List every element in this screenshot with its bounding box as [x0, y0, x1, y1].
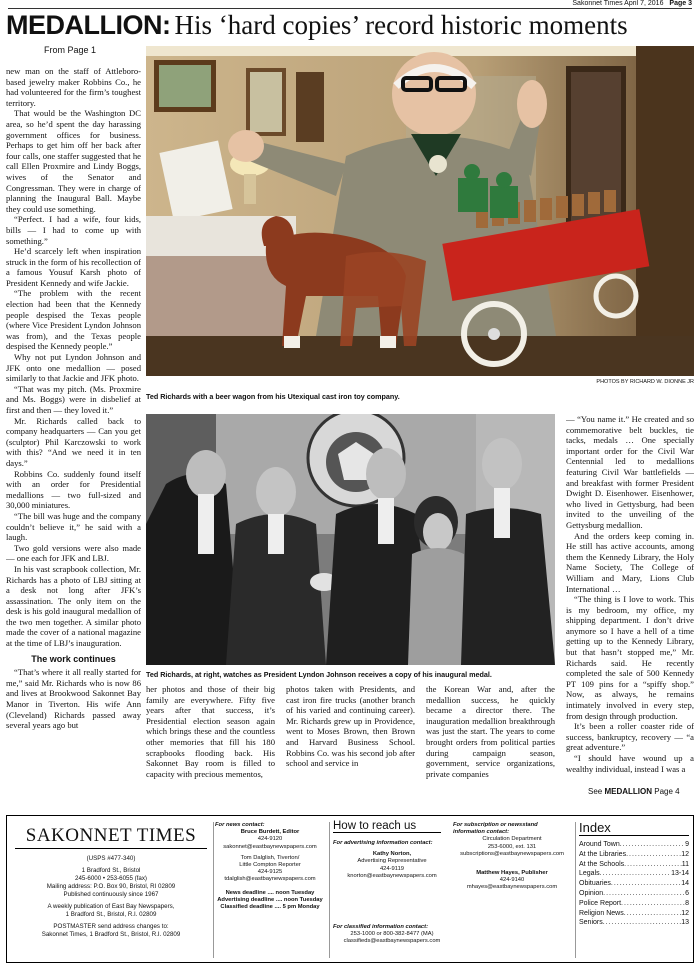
contact-line: Bruce Burdett, Editor — [240, 829, 300, 836]
article-paragraph: Mr. Richards called back to company headquarters — Can you get (sculptor) Phil Karczowski to work with this? “And we need it in ten days.” — [6, 415, 141, 468]
subhead: The work continues — [31, 653, 116, 664]
masthead — [15, 824, 207, 939]
article-paragraph: Why not put Lyndon Johnson and JFK onto one medallion — posed similarly to that Jackie and JFK photo. — [6, 352, 141, 384]
index-entry[interactable] — [579, 869, 689, 879]
index-entry[interactable] — [579, 860, 689, 870]
index-entry-name: Opinion — [579, 889, 604, 897]
index-entry[interactable] — [579, 909, 689, 919]
contact-line: Advertising Representative — [357, 858, 427, 865]
contact-line: knorton@eastbaynewspapers.com — [347, 872, 437, 879]
masthead-line: POSTMASTER send address changes to: — [53, 923, 169, 930]
article-column-1 — [6, 66, 141, 806]
index-entry-page: 14 — [681, 880, 689, 888]
jump-to-prefix: See — [588, 787, 605, 796]
index-entry-name: At the Schools — [579, 860, 625, 868]
index-entry-page: 12 — [681, 909, 689, 917]
index-leader-dots — [620, 840, 685, 850]
masthead-line: Sakonnet Times, 1 Bradford St., Bristol, R.I. 02809 — [41, 931, 181, 938]
contact-line: subscriptions@eastbaynewspapers.com — [460, 850, 564, 857]
article-paragraph: And the orders keep coming in. He still has active accounts, among them the Kennedy Library, the Holy Name Society, The College of William and Mary, Lions Club International … — [566, 530, 694, 594]
subscription-contact-label: For subscription or newsstand information contact: — [453, 822, 538, 836]
news-contact — [215, 822, 325, 911]
classified-contact-label: For classified information contact: — [333, 924, 429, 930]
article-paragraph: “The bill was huge and the company couldn’t believe it,” he said with a laugh. — [6, 510, 141, 543]
masthead-line: 1 Bradford St., Bristol — [81, 867, 141, 874]
column-4-text: the Korean War and, after the medallion success, he quickly became a director there. The inauguration medallion breakthrough was just the start. The years to come brought orders from political parties during campaign season, government, service organizations, private companies — [426, 684, 555, 779]
classified-contact — [333, 924, 451, 946]
contact-line: tdalglish@eastbaynewspapers.com — [224, 876, 316, 883]
article-paragraph: He’d scarcely left when inspiration struck in the form of his recollection of a famous Yousuf Karsh photo of President Kennedy and wife Jackie. — [6, 246, 141, 288]
index-entry-name: Obituaries — [579, 880, 611, 888]
index-leader-dots — [603, 918, 681, 928]
article-paragraph: Robbins Co. suddenly found itself with an order for Presidential medallions — two full-sized and 30,000 miniatures. — [6, 468, 141, 511]
index-entry-name: Around Town — [579, 841, 620, 848]
divider — [213, 822, 214, 958]
contact-line: 253-6000, ext. 131 — [487, 843, 537, 850]
jump-to[interactable] — [588, 787, 680, 796]
index-leader-dots — [626, 850, 681, 860]
jump-to-keyword: MEDALLION — [604, 787, 653, 796]
index-leader-dots — [603, 889, 685, 899]
masthead-line: 245-6000 • 253-6055 (fax) — [75, 875, 147, 882]
divider — [329, 822, 330, 958]
masthead-line: (USPS #477-340) — [86, 855, 136, 862]
index-entry-name: At the Libraries — [579, 850, 627, 858]
column-2-text: her photos and those of their big family are everywhere. Fifty five years after that success, it’s Presidential election season again which brings these and the countless other memories that fill his 180 scrapbooks flooding back. His Sakonnet Bay room is filled to capacity with precious mementos, — [146, 684, 275, 779]
running-header-date: April 7, 2016 — [624, 0, 664, 7]
index-entry-name: Police Report — [579, 899, 622, 907]
index-entry[interactable] — [579, 879, 689, 889]
divider — [575, 822, 576, 958]
index-entry[interactable] — [579, 850, 689, 860]
headline-title: His ‘hard copies’ record historic moments — [174, 10, 628, 40]
masthead-name: SAKONNET TIMES — [15, 824, 207, 849]
photo2-caption: Ted Richards, at right, watches as President Lyndon Johnson receives a copy of his inaugural medal. — [146, 670, 492, 679]
contact-line: sakonnet@eastbaynewspapers.com — [223, 843, 317, 850]
index-entry-name: Seniors — [579, 919, 603, 927]
index-entry-page: 9 — [685, 841, 689, 848]
photo-ted-richards-beer-wagon — [146, 46, 694, 376]
page-index — [579, 820, 689, 928]
photo1-illustration — [146, 46, 694, 376]
photo2-illustration — [146, 414, 555, 665]
advertising-contact-label: For advertising information contact: — [333, 840, 433, 846]
jump-from: From Page 1 — [44, 45, 97, 55]
index-leader-dots — [621, 899, 685, 909]
index-entry-page: 6 — [685, 889, 689, 897]
masthead-line: A weekly publication of East Bay Newspapers, — [47, 903, 175, 910]
index-entry[interactable] — [579, 899, 689, 909]
how-to-reach-us: How to reach us — [333, 820, 441, 833]
running-header-page: Page 3 — [669, 0, 692, 7]
article-paragraph: “The problem with the recent election had been that the Kennedy people despised the Texas people (where Vice President Lyndon Johnson was from), and the Texas people despised the Kennedy people.” — [6, 288, 141, 352]
running-header — [8, 0, 692, 9]
article-column-3 — [286, 684, 415, 808]
advertising-contact — [333, 840, 451, 880]
article-paragraph: “Perfect. I had a wife, four kids, bills — I had to come up with something.” — [6, 214, 141, 246]
masthead-footer — [6, 815, 694, 963]
deadline-line: News deadline .... noon Tuesday — [225, 889, 315, 896]
article-paragraph: That would be the Washington DC area, so he’d spent the day harassing government offices for business. Perhaps to get him off her back after four calls, one staffer suggested that he call Ellen Proxmire and Lindy Boggs, wives of the Senator and Congressman. They were in charge of planning the Inaugural Ball. Maybe they could use something. — [6, 108, 141, 214]
index-entry[interactable] — [579, 840, 689, 850]
article-paragraph: Two gold versions were also made — one each for JFK and LBJ. — [6, 542, 141, 564]
article-column-2 — [146, 684, 275, 808]
article-paragraph: In his vast scrapbook collection, Mr. Richards has a photo of LBJ sitting at a desk not long after JFK’s assassination. The only item on the desk is his gold inaugural medallion of the two men together. A similar photo made the cover of a national magazine at the time of LBJ’s inauguration. — [6, 563, 141, 649]
contact-line: 424-9125 — [257, 869, 283, 876]
article-paragraph: new man on the staff of Attleboro-based jewelry maker Robbins Co., he had volunteered for the firm’s toughest territory. — [6, 66, 141, 108]
index-entry[interactable] — [579, 889, 689, 899]
contact-line: classifieds@eastbaynewspapers.com — [343, 938, 441, 945]
contact-line: 424-9119 — [379, 865, 405, 872]
article-paragraph: “That was my pitch. (Ms. Proxmire and Ms. Boggs) were in disbelief at first and then — they loved it.” — [6, 383, 141, 415]
photo1-caption: Ted Richards with a beer wagon from his Utexiqual cast iron toy company. — [146, 392, 400, 401]
column-3-text: photos taken with Presidents, and cast iron fire trucks (another branch of his varied and continuing career). Mr. Richards grew up in Providence, went to Moses Brown, then Brown and Harvard Business School. Robbins Co. was his second job after school and service in — [286, 684, 415, 769]
deadline-line: Classified deadline .... 5 pm Monday — [220, 904, 320, 911]
contact-line: Little Compton Reporter — [239, 862, 301, 869]
jump-to-suffix: Page 4 — [652, 787, 680, 796]
contact-line: Circulation Department — [482, 836, 542, 843]
masthead-line: Mailing address: P.O. Box 90, Bristol, RI 02809 — [46, 883, 176, 890]
headline-kicker: MEDALLION: — [6, 10, 171, 40]
photo-credit: PHOTOS BY RICHARD W. DIONNE JR — [596, 379, 694, 385]
masthead-line: 1 Bradford St., Bristol, R.I. 02809 — [65, 911, 157, 918]
index-entry-page: 13 — [681, 919, 689, 927]
masthead-line: Published continuously since 1967 — [63, 891, 159, 898]
contact-line: Tom Dalglish, Tiverton/ — [240, 854, 300, 861]
news-contact-label: For news contact: — [215, 822, 265, 828]
contact-line: 424-9140 — [499, 877, 525, 884]
index-title: Index — [579, 820, 689, 836]
article-paragraph: “The thing is I love to work. This is my bedroom, my office, my shipping department. I don’t drive anymore so I have a hell of a time getting up to the Kennedy Library, but that hasn’t stopped me,” Mr. Richards said. He recently completed the sale of 500 Kennedy PT 109 pins for a “spiffy shop.” Now, as always, he remains intimately involved in every step, from design through production. — [566, 594, 694, 721]
article-paragraph: It’s been a roller coaster ride of success, bankruptcy, recovery — “a great adventure.” — [566, 721, 694, 753]
contact-line: 424-9120 — [257, 836, 283, 843]
index-entry-page: 12 — [681, 850, 689, 858]
contact-line: Kathy Norton, — [372, 851, 412, 858]
headline — [6, 10, 696, 44]
index-entry-name: Religion News — [579, 909, 624, 917]
index-entry-page: 13-14 — [671, 870, 689, 878]
article-column-4 — [426, 684, 555, 808]
index-leader-dots — [624, 860, 682, 870]
contact-line: mhayes@eastbaynewspapers.com — [466, 884, 558, 891]
article-paragraph: “I should have wound up a wealthy individual, instead I was a — [566, 753, 694, 774]
contact-line: Matthew Hayes, Publisher — [476, 870, 548, 877]
index-entry-name: Legals — [579, 870, 600, 878]
index-leader-dots — [600, 869, 671, 879]
article-paragraph: “That’s where it all really started for me,” said Mr. Richards who is now 86 and lives at Brookwood Sakonnet Bay Manor in Tiverton. His wife Ann (Cleveland) Richards passed away several years ago but — [6, 667, 141, 731]
running-header-paper: Sakonnet Times — [572, 0, 623, 7]
index-entry-page: 8 — [685, 899, 689, 907]
index-entry-page: 11 — [681, 860, 689, 868]
contact-line: 253-1000 or 800-382-8477 (MA) — [350, 931, 434, 938]
photo-lbj-medal — [146, 414, 555, 665]
index-entry[interactable] — [579, 918, 689, 928]
article-column-5 — [566, 414, 694, 782]
index-leader-dots — [624, 909, 681, 919]
index-leader-dots — [611, 879, 681, 889]
subscription-contact — [453, 822, 571, 892]
article-paragraph: — “You name it.” He created and so commemorative belt buckles, tie tacks, medals … One specially important order for the Civil War Centennial led to medallions featuring Civil War battlefields — and breakfast with former President Dwight D. Eisenhower. Eisenhower, who lived in Gettysburg, had been invited to the unveiling of the Gettysburg medallion. — [566, 414, 694, 530]
deadline-line: Advertising deadline .... noon Tuesday — [217, 896, 323, 903]
